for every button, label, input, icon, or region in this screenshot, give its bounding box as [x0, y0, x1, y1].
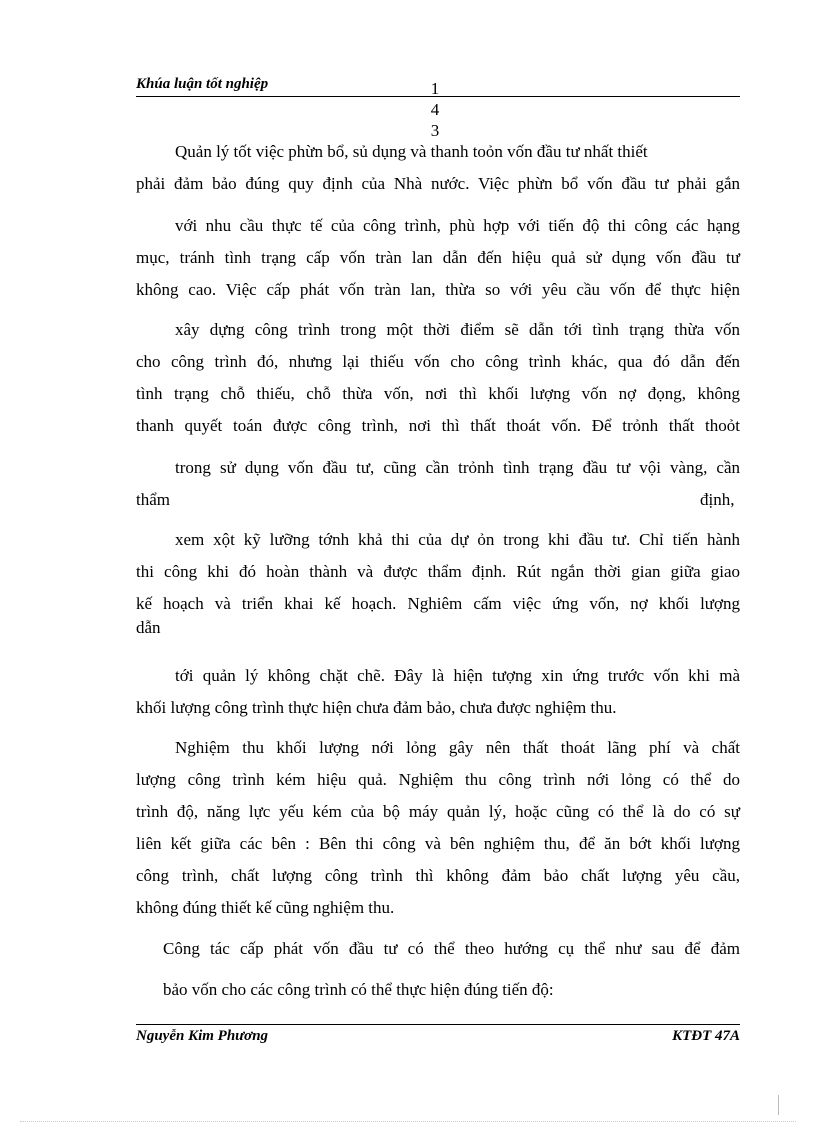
- page-number: [425, 78, 445, 141]
- paragraph-line: Nghiệm thu khối lượng nới lỏng gây nên thất thoát lãng phí và chất: [175, 738, 740, 757]
- page-number-digit: 1: [430, 79, 440, 98]
- paragraph-line: Quản lý tốt việc phừn bổ, sủ dụng và thanh toỏn vốn đầu tư nhất thiết: [175, 142, 648, 161]
- paragraph-line: Công tác cấp phát vốn đầu tư có thể theo hướng cụ thể như sau để đảm: [163, 939, 740, 958]
- paragraph-line: dẫn: [136, 618, 161, 637]
- paragraph-line: công trình, chất lượng công trình thì không đảm bảo chất lượng yêu cầu,: [136, 866, 740, 885]
- paragraph-line: với nhu cầu thực tế của công trình, phù hợp với tiến độ thi công các hạng: [175, 216, 740, 235]
- paragraph-line: định,: [700, 490, 735, 509]
- header-title: Khúa luận tốt nghiệp: [136, 76, 269, 92]
- paragraph-line: thi công khi đó hoàn thành và được thẩm định. Rút ngắn thời gian giữa giao: [136, 562, 740, 581]
- paragraph-line: lượng công trình kém hiệu quả. Nghiệm thu công trình nới lỏng có thể do: [136, 770, 740, 789]
- page-corner-mark: [778, 1095, 779, 1115]
- paragraph-line: mục, tránh tình trạng cấp vốn tràn lan dẫn đến hiệu quả sử dụng vốn đầu tư: [136, 248, 740, 267]
- paragraph-line: xem xột kỹ lưỡng tớnh khả thi của dự ỏn trong khi đầu tư. Chỉ tiến hành: [175, 530, 740, 549]
- paragraph-line: cho công trình đó, nhưng lại thiếu vốn cho công trình khác, qua đó dẫn đến: [136, 352, 740, 371]
- paragraph-line: bảo vốn cho các công trình có thể thực hiện đúng tiến độ:: [163, 980, 554, 999]
- paragraph-line: trình độ, năng lực yếu kém của bộ máy quản lý, hoặc cũng có thể là do có sự: [136, 802, 740, 821]
- paragraph-line: trong sử dụng vốn đầu tư, cũng cần trỏnh tình trạng đầu tư vội vàng, cần: [175, 458, 740, 477]
- paragraph-line: xây dựng công trình trong một thời điểm sẽ dẫn tới tình trạng thừa vốn: [175, 320, 740, 339]
- paragraph-line: thanh quyết toán được công trình, nơi thì thất thoát vốn. Để trỏnh thất thoỏt: [136, 416, 740, 435]
- paragraph-line: không cao. Việc cấp phát vốn tràn lan, thừa so với yêu cầu vốn để thực hiện: [136, 280, 740, 299]
- header-rule: [136, 96, 740, 97]
- footer-rule: [136, 1024, 740, 1025]
- page-number-digit: 4: [430, 100, 440, 119]
- paragraph-line: không đúng thiết kế cũng nghiệm thu.: [136, 898, 395, 917]
- paragraph-line: liên kết giữa các bên : Bên thi công và bên nghiệm thu, để ăn bớt khối lượng: [136, 834, 740, 853]
- paragraph-line: khối lượng công trình thực hiện chưa đảm bảo, chưa được nghiệm thu.: [136, 698, 617, 717]
- paragraph-line: thẩm: [136, 490, 170, 509]
- paragraph-line: kế hoạch và triển khai kế hoạch. Nghiêm cấm việc ứng vốn, nợ khối lượng: [136, 594, 740, 613]
- page-number-digit: 3: [430, 121, 440, 140]
- paragraph-line: tình trạng chỗ thiếu, chỗ thừa vốn, nơi thì khối lượng vốn nợ đọng, không: [136, 384, 740, 403]
- paragraph-line: phải đảm bảo đúng quy định của Nhà nước. Việc phừn bổ vốn đầu tư phải gắn: [136, 174, 740, 193]
- footer-class: KTĐT 47A: [672, 1028, 740, 1044]
- footer-author: Nguyễn Kim Phương: [136, 1028, 269, 1044]
- paragraph-line: tới quản lý không chặt chẽ. Đây là hiện tượng xin ứng trước vốn khi mà: [175, 666, 740, 685]
- page-bottom-edge: [20, 1121, 796, 1122]
